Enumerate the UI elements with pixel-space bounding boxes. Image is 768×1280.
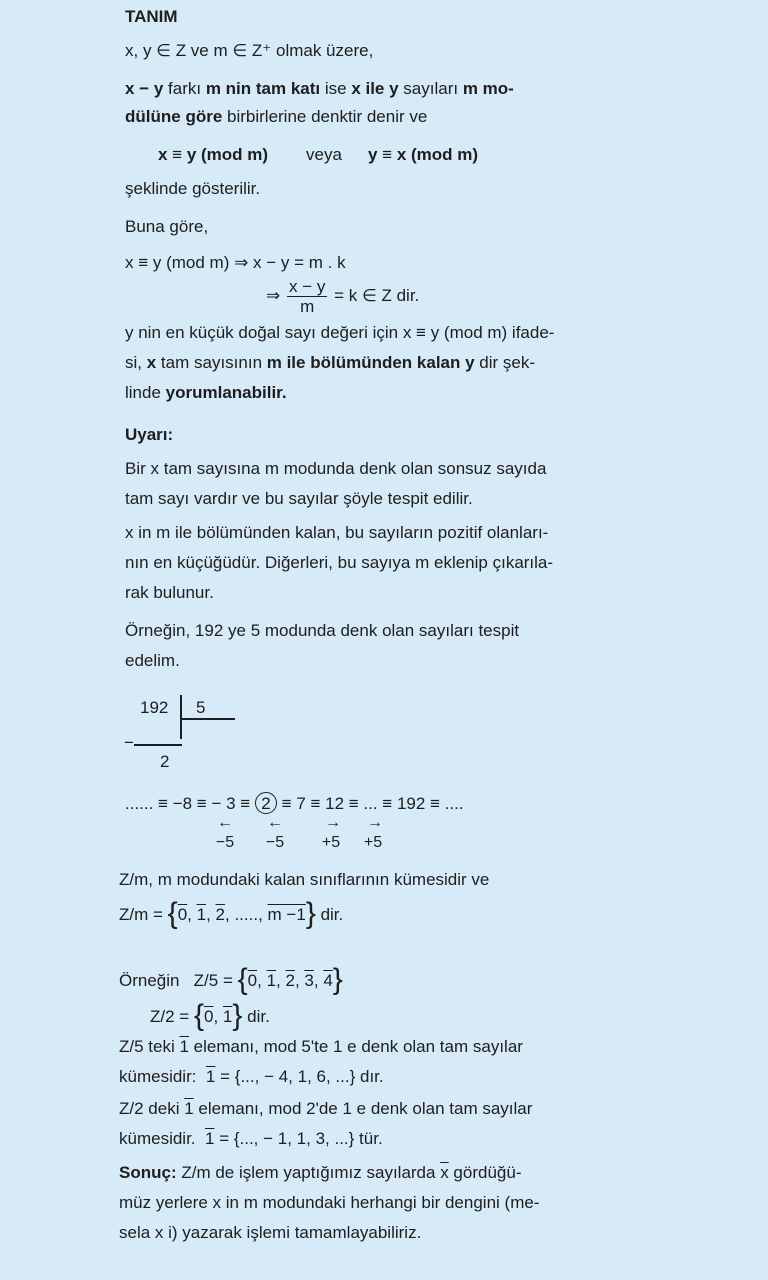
residue: 0 (203, 1007, 214, 1026)
def-text: sayıları (398, 79, 463, 98)
remainder: 2 (160, 752, 170, 771)
z5-note-line-2 (119, 1066, 384, 1088)
zm-set: Z/m = {0, 1, 2, ....., m −1} dir. (119, 897, 344, 930)
note-text: = {..., − 1, 1, 3, ...} tür. (219, 1129, 383, 1148)
interp-text: tam sayısının (156, 353, 267, 372)
z2-note-line-2 (119, 1128, 383, 1150)
interpretation-line-2 (125, 352, 535, 374)
residue: 3 (304, 971, 314, 990)
fraction-denominator: m (300, 297, 315, 317)
note-text: elemanı, mod 5'te 1 e denk olan tam sayılar (188, 1037, 523, 1056)
note-text: = {..., − 4, 1, 6, ...} dır. (220, 1067, 384, 1086)
interp-text: yorumlanabilir. (165, 383, 287, 402)
equation-1: x ≡ y (mod m) ⇒ x − y = m . k (125, 253, 346, 272)
set-lhs: Z/2 = (150, 1007, 190, 1026)
result-line-2: müz yerlere x in m modundaki herhangi bir dengini (me- (119, 1193, 540, 1212)
left-arrow-icon: ← (217, 814, 233, 831)
subtraction-line (134, 744, 182, 746)
congruence-chain (125, 792, 464, 815)
set-lhs: Z/5 = (193, 971, 233, 990)
residue: 1 (222, 1007, 233, 1026)
chain-prefix: ...... ≡ −8 ≡ − 3 ≡ (125, 794, 251, 813)
ellipsis: ....., (234, 905, 263, 924)
right-arrow-icon: → (367, 814, 383, 831)
step-label: −5 (265, 834, 285, 851)
set-suffix: dir. (320, 905, 344, 924)
divisor: 5 (196, 698, 206, 717)
open-brace: { (167, 897, 178, 930)
example-line-2: edelim. (125, 651, 180, 670)
fraction-numerator: x − y (288, 277, 326, 297)
residue: 0 (247, 971, 258, 990)
buna-gore: Buna göre, (125, 217, 209, 236)
definition-line-1 (125, 78, 514, 100)
interpretation-line-3 (125, 382, 287, 404)
result-line-1 (119, 1162, 521, 1184)
fraction (287, 277, 327, 316)
residue: 1 (266, 971, 277, 990)
residue: 1 (179, 1037, 189, 1056)
interpretation-line-1: y nin en küçük doğal sayı değeri için x ≡ y (mod m) ifade- (125, 323, 555, 342)
residue: m −1 (267, 905, 306, 924)
example-line-1: Örneğin, 192 ye 5 modunda denk olan sayıları tespit (125, 621, 520, 640)
circled-remainder: 2 (255, 792, 277, 814)
notation-or: veya (306, 145, 342, 164)
residue: 1 (205, 1067, 216, 1086)
warning-title: Uyarı: (125, 425, 174, 444)
residue: 2 (285, 971, 295, 990)
def-text: x − y (125, 79, 164, 98)
open-brace: { (237, 963, 248, 996)
residue: 2 (215, 905, 225, 924)
warning-p1-line-2: tam sayı vardır ve bu sayılar şöyle tespit edilir. (125, 489, 473, 508)
interp-text: dir şek- (474, 353, 536, 372)
z2-note-line-1 (119, 1098, 532, 1120)
implies-symbol: ⇒ (266, 286, 281, 305)
shown-as: şeklinde gösterilir. (125, 179, 261, 198)
result-line-3: sela x i) yazarak işlemi tamamlayabiliriz. (119, 1223, 422, 1242)
z5-note-line-1 (119, 1036, 523, 1058)
z5-set: Örneğin Z/5 = {0, 1, 2, 3, 4} (119, 963, 343, 996)
right-arrow-icon: → (325, 814, 341, 831)
def-text: farkı (163, 79, 206, 98)
warning-p2-line-1: x in m ile bölümünden kalan, bu sayıların pozitif olanları- (125, 523, 549, 542)
example-label: Örneğin (119, 971, 180, 990)
result-text: gördüğü- (448, 1163, 522, 1182)
residue: 1 (184, 1099, 194, 1118)
result-text: Z/m de işlem yaptığımız sayılarda (176, 1163, 441, 1182)
definition-line-2 (125, 106, 427, 128)
notation-b: y ≡ x (mod m) (368, 145, 479, 164)
set-lhs: Z/m = (119, 905, 163, 924)
note-text: elemanı, mod 2'de 1 e denk olan tam sayılar (193, 1099, 533, 1118)
equation-2 (266, 277, 419, 316)
note-text: Z/2 deki (119, 1099, 180, 1118)
step-label: +5 (363, 834, 383, 851)
residue: 1 (196, 905, 207, 924)
note-text: Z/5 teki (119, 1037, 175, 1056)
minus-sign: − (124, 733, 134, 752)
interp-text: si, (125, 353, 147, 372)
residue: 1 (204, 1129, 215, 1148)
interp-text: m ile bölümünden kalan y (266, 353, 475, 372)
equation-rest: = k ∈ Z dir. (334, 286, 420, 305)
residue: $\overline{x}$ (440, 1163, 449, 1182)
page-title: TANIM (125, 7, 178, 26)
def-text: ise (320, 79, 352, 98)
z2-set: Z/2 = {0, 1} dir. (150, 999, 270, 1032)
note-text: kümesidir. (119, 1129, 196, 1148)
open-brace: { (193, 999, 204, 1032)
dividend: 192 (140, 698, 169, 717)
step-label: −5 (215, 834, 235, 851)
left-arrow-icon: ← (267, 814, 283, 831)
residue: 0 (177, 905, 188, 924)
step-label: +5 (321, 834, 341, 851)
def-text: x ile y (351, 79, 399, 98)
def-text: birbirlerine denktir denir ve (222, 107, 428, 126)
def-text: m mo- (462, 79, 514, 98)
zm-description: Z/m, m modundaki kalan sınıflarının kümesidir ve (119, 870, 490, 889)
def-text: dülüne göre (125, 107, 223, 126)
definition-intro: x, y ∈ Z ve m ∈ Z⁺ olmak üzere, (125, 41, 374, 60)
interp-text: x (146, 353, 157, 372)
def-text: m nin tam katı (205, 79, 321, 98)
warning-p1-line-1: Bir x tam sayısına m modunda denk olan sonsuz sayıda (125, 459, 547, 478)
chain-suffix: ≡ 7 ≡ 12 ≡ ... ≡ 192 ≡ .... (281, 794, 464, 813)
interp-text: linde (125, 383, 166, 402)
division-horizontal-line (180, 718, 235, 720)
close-brace: } (232, 999, 243, 1032)
warning-p2-line-3: rak bulunur. (125, 583, 214, 602)
residue: 4 (323, 971, 333, 990)
set-suffix: dir. (247, 1007, 270, 1026)
notation-a: x ≡ y (mod m) (158, 145, 269, 164)
close-brace: } (305, 897, 316, 930)
warning-p2-line-2: nın en küçüğüdür. Diğerleri, bu sayıya m eklenip çıkarıla- (125, 553, 554, 572)
division-vertical-line (180, 695, 182, 739)
note-text: kümesidir: (119, 1067, 197, 1086)
close-brace: } (332, 963, 343, 996)
result-label: Sonuç: (119, 1163, 177, 1182)
